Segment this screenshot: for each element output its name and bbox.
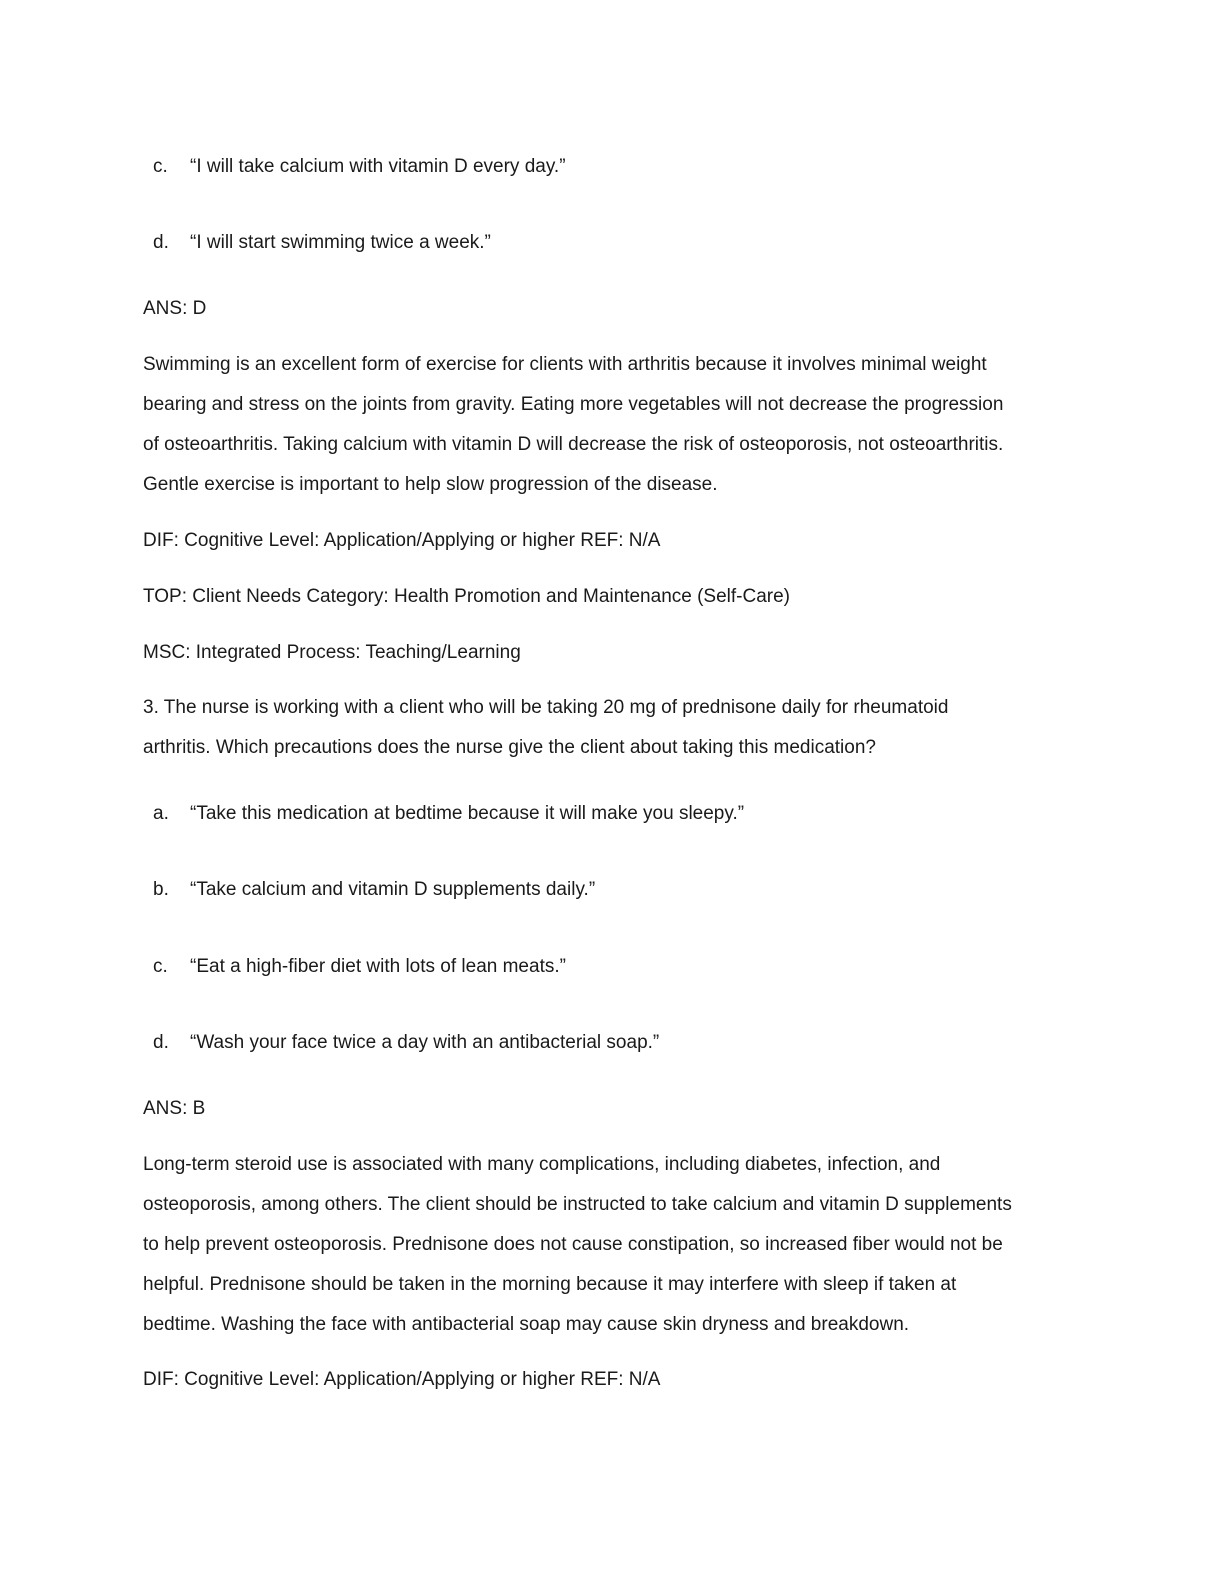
stem-line: 3. The nurse is working with a client who will be taking 20 mg of prednisone daily for rheumatoid [143, 697, 949, 718]
option-letter: a. [153, 803, 169, 824]
q2-msc: MSC: Integrated Process: Teaching/Learning [143, 642, 521, 663]
q2-option-d [153, 231, 491, 255]
q3-rationale [143, 1153, 1073, 1353]
rationale-line: of osteoarthritis. Taking calcium with vitamin D will decrease the risk of osteoporosis, not osteoarthritis. [143, 434, 1004, 455]
q2-dif: DIF: Cognitive Level: Application/Applying or higher REF: N/A [143, 530, 661, 551]
q3-option-b [153, 878, 595, 902]
option-text: “Eat a high-fiber diet with lots of lean meats.” [190, 956, 566, 977]
q2-rationale [143, 353, 1073, 513]
option-text: “Take this medication at bedtime because it will make you sleepy.” [190, 803, 745, 824]
rationale-line: bearing and stress on the joints from gravity. Eating more vegetables will not decrease the progression [143, 394, 1004, 415]
option-letter: b. [153, 879, 169, 900]
option-letter: c. [153, 156, 168, 177]
rationale-line: Long-term steroid use is associated with many complications, including diabetes, infection, and [143, 1154, 941, 1175]
option-text: “Wash your face twice a day with an antibacterial soap.” [190, 1032, 660, 1053]
stem-line: arthritis. Which precautions does the nurse give the client about taking this medication? [143, 737, 876, 758]
q3-option-c [153, 955, 566, 979]
q3-option-a [153, 802, 744, 826]
q3-dif: DIF: Cognitive Level: Application/Applying or higher REF: N/A [143, 1369, 661, 1390]
rationale-line: Swimming is an excellent form of exercise for clients with arthritis because it involves minimal weight [143, 354, 987, 375]
q2-option-c [153, 155, 566, 179]
q2-answer: ANS: D [143, 298, 207, 319]
q3-answer: ANS: B [143, 1098, 206, 1119]
rationale-line: osteoporosis, among others. The client should be instructed to take calcium and vitamin D supplements [143, 1194, 1012, 1215]
option-letter: c. [153, 956, 168, 977]
rationale-line: helpful. Prednisone should be taken in the morning because it may interfere with sleep if taken at [143, 1274, 957, 1295]
option-letter: d. [153, 1032, 169, 1053]
option-letter: d. [153, 232, 169, 253]
q3-option-d [153, 1031, 659, 1055]
option-text: “I will start swimming twice a week.” [190, 232, 491, 253]
option-text: “Take calcium and vitamin D supplements daily.” [190, 879, 596, 900]
option-text: “I will take calcium with vitamin D every day.” [190, 156, 566, 177]
rationale-line: to help prevent osteoporosis. Prednisone does not cause constipation, so increased fiber would not be [143, 1234, 1003, 1255]
q3-stem [143, 696, 1073, 776]
rationale-line: Gentle exercise is important to help slow progression of the disease. [143, 474, 718, 495]
rationale-line: bedtime. Washing the face with antibacterial soap may cause skin dryness and breakdown. [143, 1314, 910, 1335]
q2-top: TOP: Client Needs Category: Health Promotion and Maintenance (Self-Care) [143, 586, 791, 607]
